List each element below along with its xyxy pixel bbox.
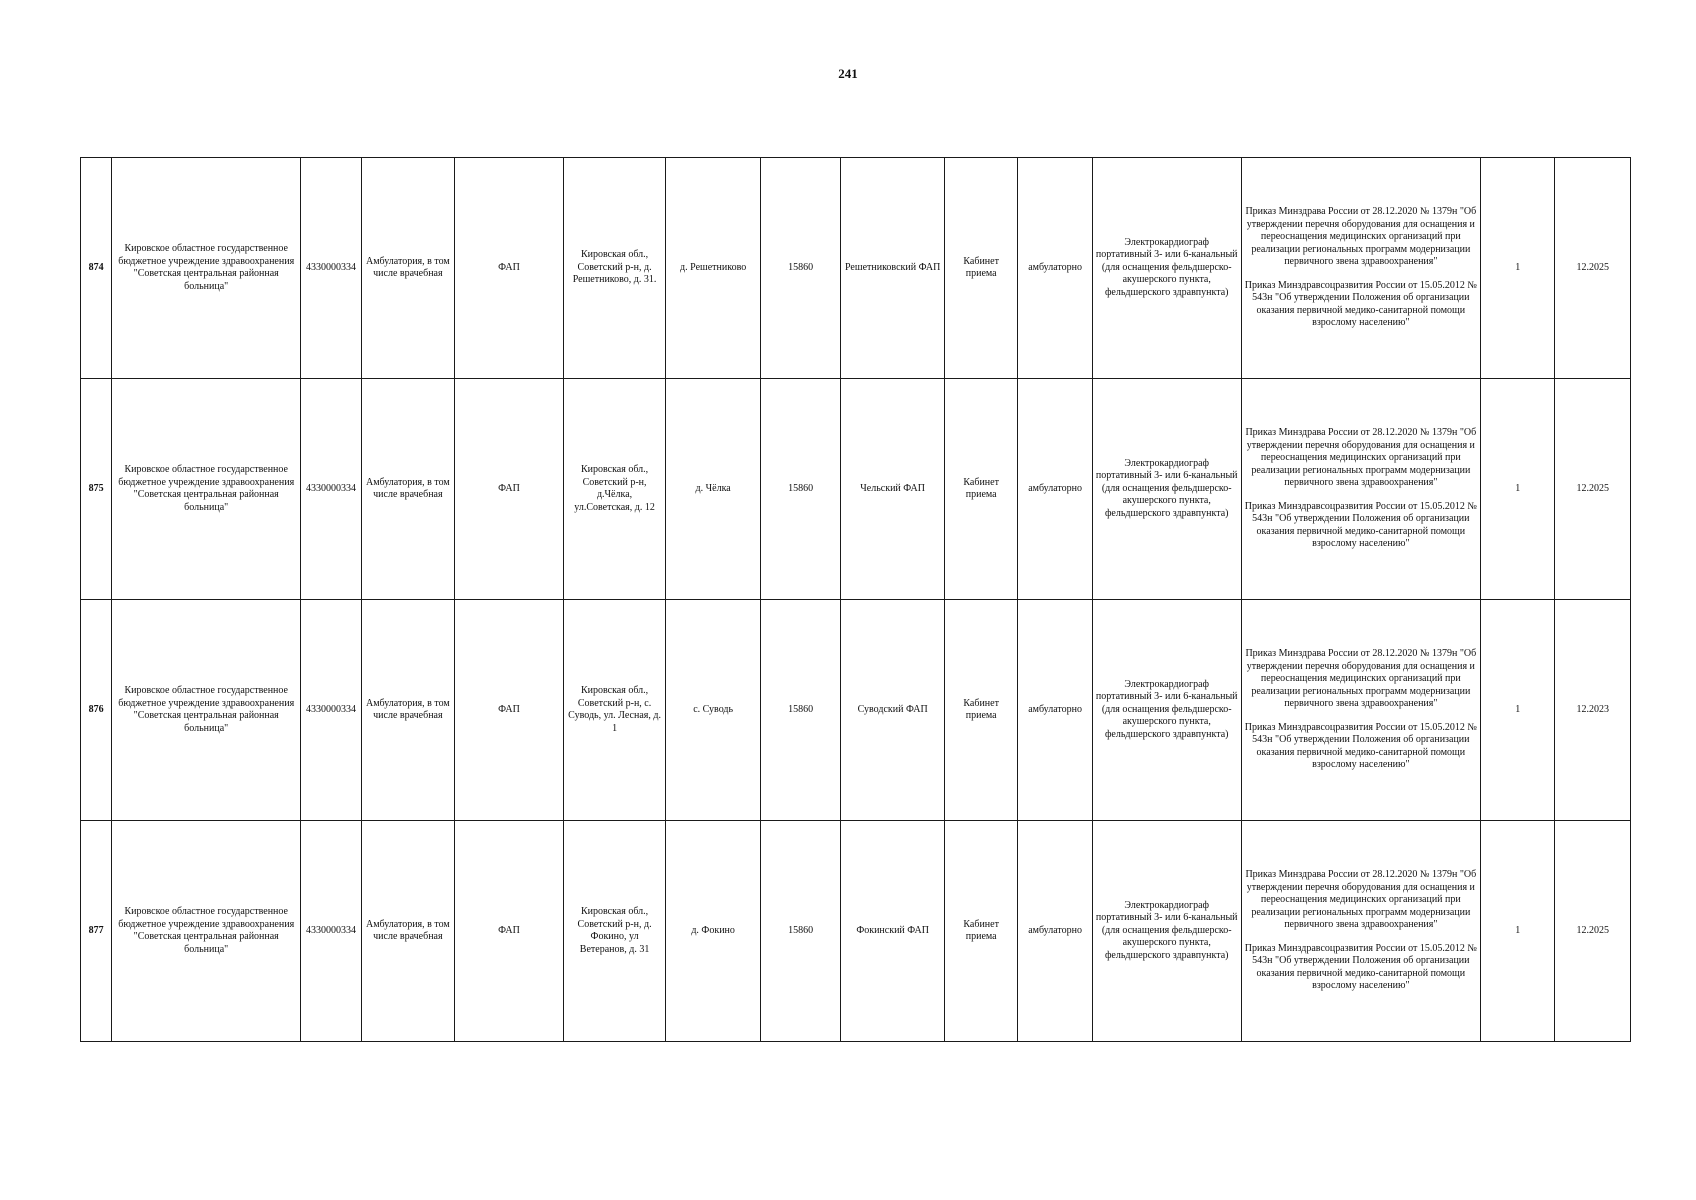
table-row bbox=[81, 821, 1631, 1042]
address: Кировская обл., Советский р-н, д. Фокино, ул Ветеранов, д. 31 bbox=[563, 821, 666, 1042]
organization-name: Кировское областное государственное бюджетное учреждение здравоохранения "Советская центральная районная больница" bbox=[112, 379, 301, 600]
legal-basis-order-2: Приказ Минздравсоцразвития России от 15.05.2012 № 543н "Об утверждении Положения об организации оказания первичной медико-санитарной помощи взрослому населению" bbox=[1244, 279, 1477, 329]
organization-type: Амбулатория, в том числе врачебная bbox=[361, 821, 455, 1042]
locality: д. Фокино bbox=[666, 821, 761, 1042]
unit-type: ФАП bbox=[455, 379, 564, 600]
code: 15860 bbox=[760, 158, 840, 379]
quantity: 1 bbox=[1481, 600, 1555, 821]
care-form: амбулаторно bbox=[1018, 821, 1092, 1042]
unit-name: Суводский ФАП bbox=[841, 600, 945, 821]
inn-code: 4330000334 bbox=[301, 600, 361, 821]
locality: д. Чёлка bbox=[666, 379, 761, 600]
inn-code: 4330000334 bbox=[301, 821, 361, 1042]
date: 12.2025 bbox=[1555, 821, 1631, 1042]
care-form: амбулаторно bbox=[1018, 379, 1092, 600]
legal-basis bbox=[1241, 821, 1480, 1042]
inn-code: 4330000334 bbox=[301, 379, 361, 600]
row-number: 876 bbox=[81, 600, 112, 821]
date: 12.2025 bbox=[1555, 379, 1631, 600]
organization-name: Кировское областное государственное бюджетное учреждение здравоохранения "Советская центральная районная больница" bbox=[112, 821, 301, 1042]
code: 15860 bbox=[760, 379, 840, 600]
care-form: амбулаторно bbox=[1018, 600, 1092, 821]
organization-type: Амбулатория, в том числе врачебная bbox=[361, 379, 455, 600]
legal-basis-order-1: Приказ Минздрава России от 28.12.2020 № 1379н "Об утверждении перечня оборудования для оснащения и переоснащения медицинских организаций при реализации региональных программ модернизации первичного звена здравоохранения" bbox=[1245, 206, 1477, 268]
equipment-name: Электрокардиограф портативный 3- или 6-канальный (для оснащения фельдшерско-акушерского пункта, фельдшерского здравпункта) bbox=[1092, 821, 1241, 1042]
quantity: 1 bbox=[1481, 821, 1555, 1042]
unit-name: Решетниковский ФАП bbox=[841, 158, 945, 379]
room: Кабинет приема bbox=[944, 821, 1017, 1042]
legal-basis bbox=[1241, 379, 1480, 600]
locality: д. Решетниково bbox=[666, 158, 761, 379]
code: 15860 bbox=[760, 821, 840, 1042]
organization-name: Кировское областное государственное бюджетное учреждение здравоохранения "Советская центральная районная больница" bbox=[112, 600, 301, 821]
unit-name: Чельский ФАП bbox=[841, 379, 945, 600]
date: 12.2023 bbox=[1555, 600, 1631, 821]
equipment-name: Электрокардиограф портативный 3- или 6-канальный (для оснащения фельдшерско-акушерского пункта, фельдшерского здравпункта) bbox=[1092, 600, 1241, 821]
legal-basis bbox=[1241, 158, 1480, 379]
organization-type: Амбулатория, в том числе врачебная bbox=[361, 158, 455, 379]
equipment-name: Электрокардиограф портативный 3- или 6-канальный (для оснащения фельдшерско-акушерского пункта, фельдшерского здравпункта) bbox=[1092, 379, 1241, 600]
unit-name: Фокинский ФАП bbox=[841, 821, 945, 1042]
unit-type: ФАП bbox=[455, 821, 564, 1042]
table-row bbox=[81, 379, 1631, 600]
table-row bbox=[81, 158, 1631, 379]
room: Кабинет приема bbox=[944, 600, 1017, 821]
organization-name: Кировское областное государственное бюджетное учреждение здравоохранения "Советская центральная районная больница" bbox=[112, 158, 301, 379]
page-number: 241 bbox=[838, 66, 858, 81]
legal-basis-order-1: Приказ Минздрава России от 28.12.2020 № 1379н "Об утверждении перечня оборудования для оснащения и переоснащения медицинских организаций при реализации региональных программ модернизации первичного звена здравоохранения" bbox=[1245, 427, 1477, 489]
care-form: амбулаторно bbox=[1018, 158, 1092, 379]
address: Кировская обл., Советский р-н, д. Решетниково, д. 31. bbox=[563, 158, 666, 379]
date: 12.2025 bbox=[1555, 158, 1631, 379]
unit-type: ФАП bbox=[455, 158, 564, 379]
room: Кабинет приема bbox=[944, 158, 1017, 379]
inn-code: 4330000334 bbox=[301, 158, 361, 379]
code: 15860 bbox=[760, 600, 840, 821]
row-number: 875 bbox=[81, 379, 112, 600]
address: Кировская обл., Советский р-н, д.Чёлка, ул.Советская, д. 12 bbox=[563, 379, 666, 600]
legal-basis-order-2: Приказ Минздравсоцразвития России от 15.05.2012 № 543н "Об утверждении Положения об организации оказания первичной медико-санитарной помощи взрослому населению" bbox=[1244, 942, 1477, 992]
equipment-registry-table bbox=[80, 157, 1631, 1042]
legal-basis-order-2: Приказ Минздравсоцразвития России от 15.05.2012 № 543н "Об утверждении Положения об организации оказания первичной медико-санитарной помощи взрослому населению" bbox=[1244, 721, 1477, 771]
quantity: 1 bbox=[1481, 379, 1555, 600]
row-number: 874 bbox=[81, 158, 112, 379]
organization-type: Амбулатория, в том числе врачебная bbox=[361, 600, 455, 821]
address: Кировская обл., Советский р-н, с. Суводь, ул. Лесная, д. 1 bbox=[563, 600, 666, 821]
row-number: 877 bbox=[81, 821, 112, 1042]
legal-basis-order-1: Приказ Минздрава России от 28.12.2020 № 1379н "Об утверждении перечня оборудования для оснащения и переоснащения медицинских организаций при реализации региональных программ модернизации первичного звена здравоохранения" bbox=[1245, 648, 1477, 710]
equipment-name: Электрокардиограф портативный 3- или 6-канальный (для оснащения фельдшерско-акушерского пункта, фельдшерского здравпункта) bbox=[1092, 158, 1241, 379]
unit-type: ФАП bbox=[455, 600, 564, 821]
quantity: 1 bbox=[1481, 158, 1555, 379]
legal-basis-order-2: Приказ Минздравсоцразвития России от 15.05.2012 № 543н "Об утверждении Положения об организации оказания первичной медико-санитарной помощи взрослому населению" bbox=[1244, 500, 1477, 550]
room: Кабинет приема bbox=[944, 379, 1017, 600]
legal-basis bbox=[1241, 600, 1480, 821]
locality: с. Суводь bbox=[666, 600, 761, 821]
legal-basis-order-1: Приказ Минздрава России от 28.12.2020 № 1379н "Об утверждении перечня оборудования для оснащения и переоснащения медицинских организаций при реализации региональных программ модернизации первичного звена здравоохранения" bbox=[1245, 869, 1477, 931]
table-row bbox=[81, 600, 1631, 821]
